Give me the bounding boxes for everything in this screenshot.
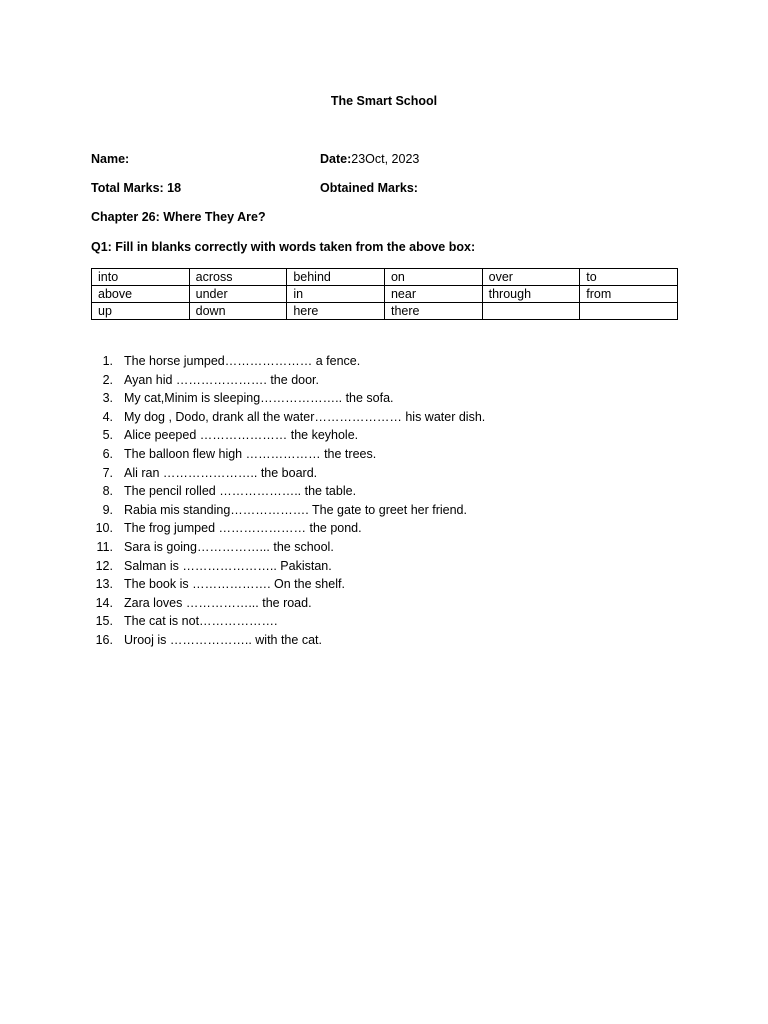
question-text: Sara is going……………... the school. [124,539,334,554]
obtained-marks: Obtained Marks: [320,181,418,195]
word-box-table [91,268,678,320]
question-item [91,464,485,483]
question-instruction: Q1: Fill in blanks correctly with words taken from the above box: [91,240,476,254]
word-box-cell: under [189,286,287,303]
question-number: 7. [102,465,113,480]
question-number: 10. [95,521,113,536]
question-text: Ali ran ………………….. the board. [124,465,318,480]
chapter-title: Chapter 26: Where They Are? [91,210,266,224]
question-text: The horse jumped………………… a fence. [124,354,361,368]
question-text: My dog , Dodo, drank all the water………………… his water dish. [124,409,486,424]
word-box-cell: up [92,303,190,320]
word-box-row [92,269,678,286]
total-marks: Total Marks: 18 [91,181,182,195]
question-item [91,501,485,520]
word-box-cell: through [482,286,580,303]
question-text: The pencil rolled ……………….. the table. [124,484,357,499]
word-box-cell: into [92,269,190,286]
question-text: The frog jumped ………………… the pond. [124,521,362,536]
question-number: 12. [95,558,113,573]
question-item [91,612,485,631]
question-number: 2. [102,372,113,387]
question-number: 16. [95,632,113,647]
question-number: 6. [102,446,113,461]
question-item [91,631,485,650]
word-box-cell: in [287,286,385,303]
question-number: 5. [102,428,113,443]
word-box-row [92,286,678,303]
question-item [91,557,485,576]
question-number: 15. [95,614,113,629]
school-title: The Smart School [330,94,438,108]
question-number: 4. [102,409,113,424]
question-number: 1. [102,354,113,368]
word-box-cell: to [580,269,678,286]
date-value: 23Oct, 2023 [351,152,420,166]
question-text: The book is ………………. On the shelf. [124,577,345,592]
question-number: 13. [95,577,113,592]
question-text: My cat,Minim is sleeping……………….. the sofa. [124,391,394,406]
question-item [91,519,485,538]
word-box-cell [482,303,580,320]
question-item [91,538,485,557]
word-box-cell: over [482,269,580,286]
question-text: Alice peeped ………………… the keyhole. [124,428,359,443]
question-number: 9. [102,502,113,517]
question-item [91,352,485,371]
question-text: Rabia mis standing………………. The gate to greet her friend. [124,502,467,517]
word-box-cell: there [384,303,482,320]
question-text: Zara loves ……………... the road. [124,595,312,610]
question-text: Urooj is ……………….. with the cat. [124,632,322,647]
question-item [91,482,485,501]
question-number: 11. [96,539,113,554]
question-text: The balloon flew high ……………… the trees. [124,446,377,461]
question-item [91,426,485,445]
date-field [320,152,419,166]
word-box-cell: behind [287,269,385,286]
word-box-cell: near [384,286,482,303]
question-item [91,594,485,613]
word-box-cell: here [287,303,385,320]
word-box-cell: across [189,269,287,286]
question-item [91,371,485,390]
word-box-cell [580,303,678,320]
question-number: 3. [102,391,113,406]
word-box-cell: from [580,286,678,303]
question-item [91,445,485,464]
question-number: 8. [102,484,113,499]
question-list [91,352,485,650]
word-box-cell: down [189,303,287,320]
date-label: Date: [320,152,352,166]
question-item [91,575,485,594]
question-text: Ayan hid …………………. the door. [124,372,319,387]
question-text: Salman is ………………….. Pakistan. [124,558,332,573]
question-text: The cat is not………………. [124,614,278,629]
name-label: Name: [91,152,130,166]
question-number: 14. [95,595,113,610]
question-item [91,389,485,408]
word-box-cell: on [384,269,482,286]
word-box-row [92,303,678,320]
word-box-cell: above [92,286,190,303]
question-item [91,408,485,427]
